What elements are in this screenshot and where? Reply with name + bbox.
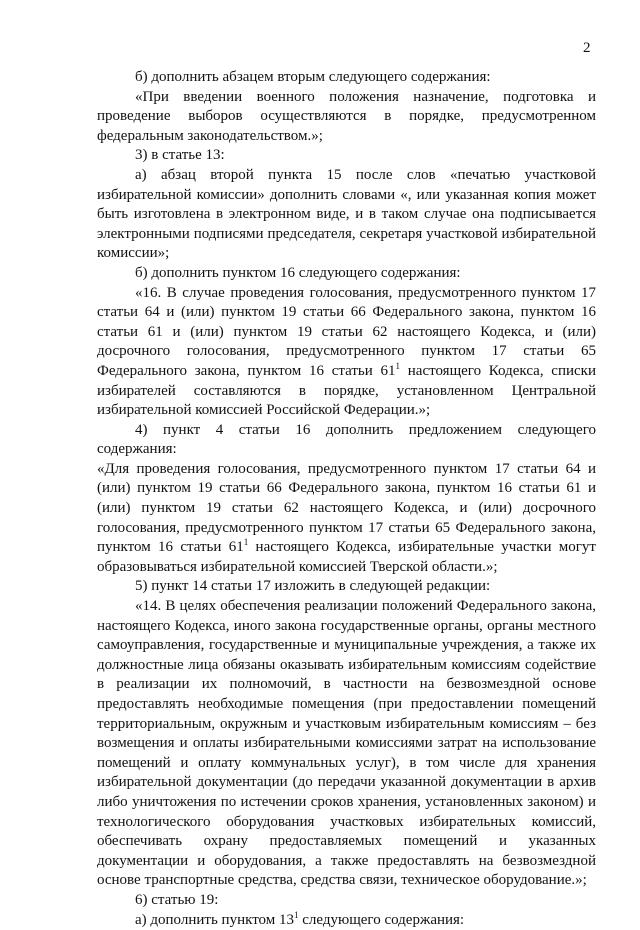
paragraph: 4) пункт 4 статьи 16 дополнить предложением следующего содержания: [97,421,596,458]
paragraph: 6) статью 19: [135,891,219,908]
superscript: 1 [294,909,299,920]
superscript: 1 [395,360,401,371]
paragraph: 5) пункт 14 статьи 17 изложить в следующей редакции: [135,578,491,595]
paragraph: «Для проведения голосования, предусмотренного пунктом 17 статьи 64 и (или) пунктом 19 статьи 66 Федерального закона, пунктом 16 статьи 61 и (или) пунктом 19 статьи 62 настоящего Кодекса, и (или) досрочного голосования, предусмотренного пунктом 17 статьи 65 Федерального закона, пунктом 16 статьи $61^1$ настоящего Кодекса, избирательные участки могут образовываться избирательной комиссией Тверской области.»; [97,460,596,575]
paragraph: «16. В случае проведения голосования, предусмотренного пунктом 17 статьи 64 и (или) пунктом 19 статьи 66 Федерального закона, пунктом 16 статьи 61 и (или) пунктом 19 статьи 62 настоящего Кодекса, и (или) досрочного голосования, предусмотренного пунктом 17 статьи 65 Федерального закона, пунктом 16 статьи $61^1$ настоящего Кодекса, списки избирателей составляются в порядке, установленном Центральной избирательной комиссией Российской Федерации.»; [97,284,596,419]
paragraph: «При введении военного положения назначение, подготовка и проведение выборов осуществляются в порядке, предусмотренном федеральным законодательством.»; [97,88,596,144]
paragraph: б) дополнить абзацем вторым следующего содержания: [135,69,491,85]
page-number: 2 [583,40,591,56]
paragraph: а) дополнить пунктом $13^1$ следующего содержания: [135,909,465,928]
document-body [97,68,596,930]
paragraph: б) дополнить пунктом 16 следующего содержания: [135,264,461,281]
paragraph: «14. В целях обеспечения реализации положений Федерального закона, настоящего Кодекса, иного закона государственные органы, органы местного самоуправления, государственные и муниципальные учреждения, а также их должностные лица обязаны оказывать избирательным комиссиям содействие в реализации их полномочий, в частности на безвозмездной основе предоставлять необходимые помещения (при предоставлении помещений территориальным, окружным и участковым избирательным комиссиям – без возмещения и оплаты избирательными комиссиями затрат на использование помещений и оплату коммунальных услуг), в том числе для хранения избирательной документации (до передачи указанной документации в архив либо уничтожения по истечении сроков хранения, установленных законом) и технологического оборудования участковых избирательных комиссий, обеспечивать охрану предоставляемых помещений и указанных документации и оборудования, а также предоставлять на безвозмездной основе транспортные средства, средства связи, техническое оборудование.»; [97,598,596,889]
paragraph: а) абзац второй пункта 15 после слов «печатью участковой избирательной комиссии» дополнить словами «, или указанная копия может быть изготовлена в электронном виде, и в таком случае она подписывается электронными подписями председателя, секретаря участковой избирательной комиссии»; [97,166,596,262]
superscript: 1 [243,537,249,548]
paragraph: 3) в статье 13: [135,147,225,164]
